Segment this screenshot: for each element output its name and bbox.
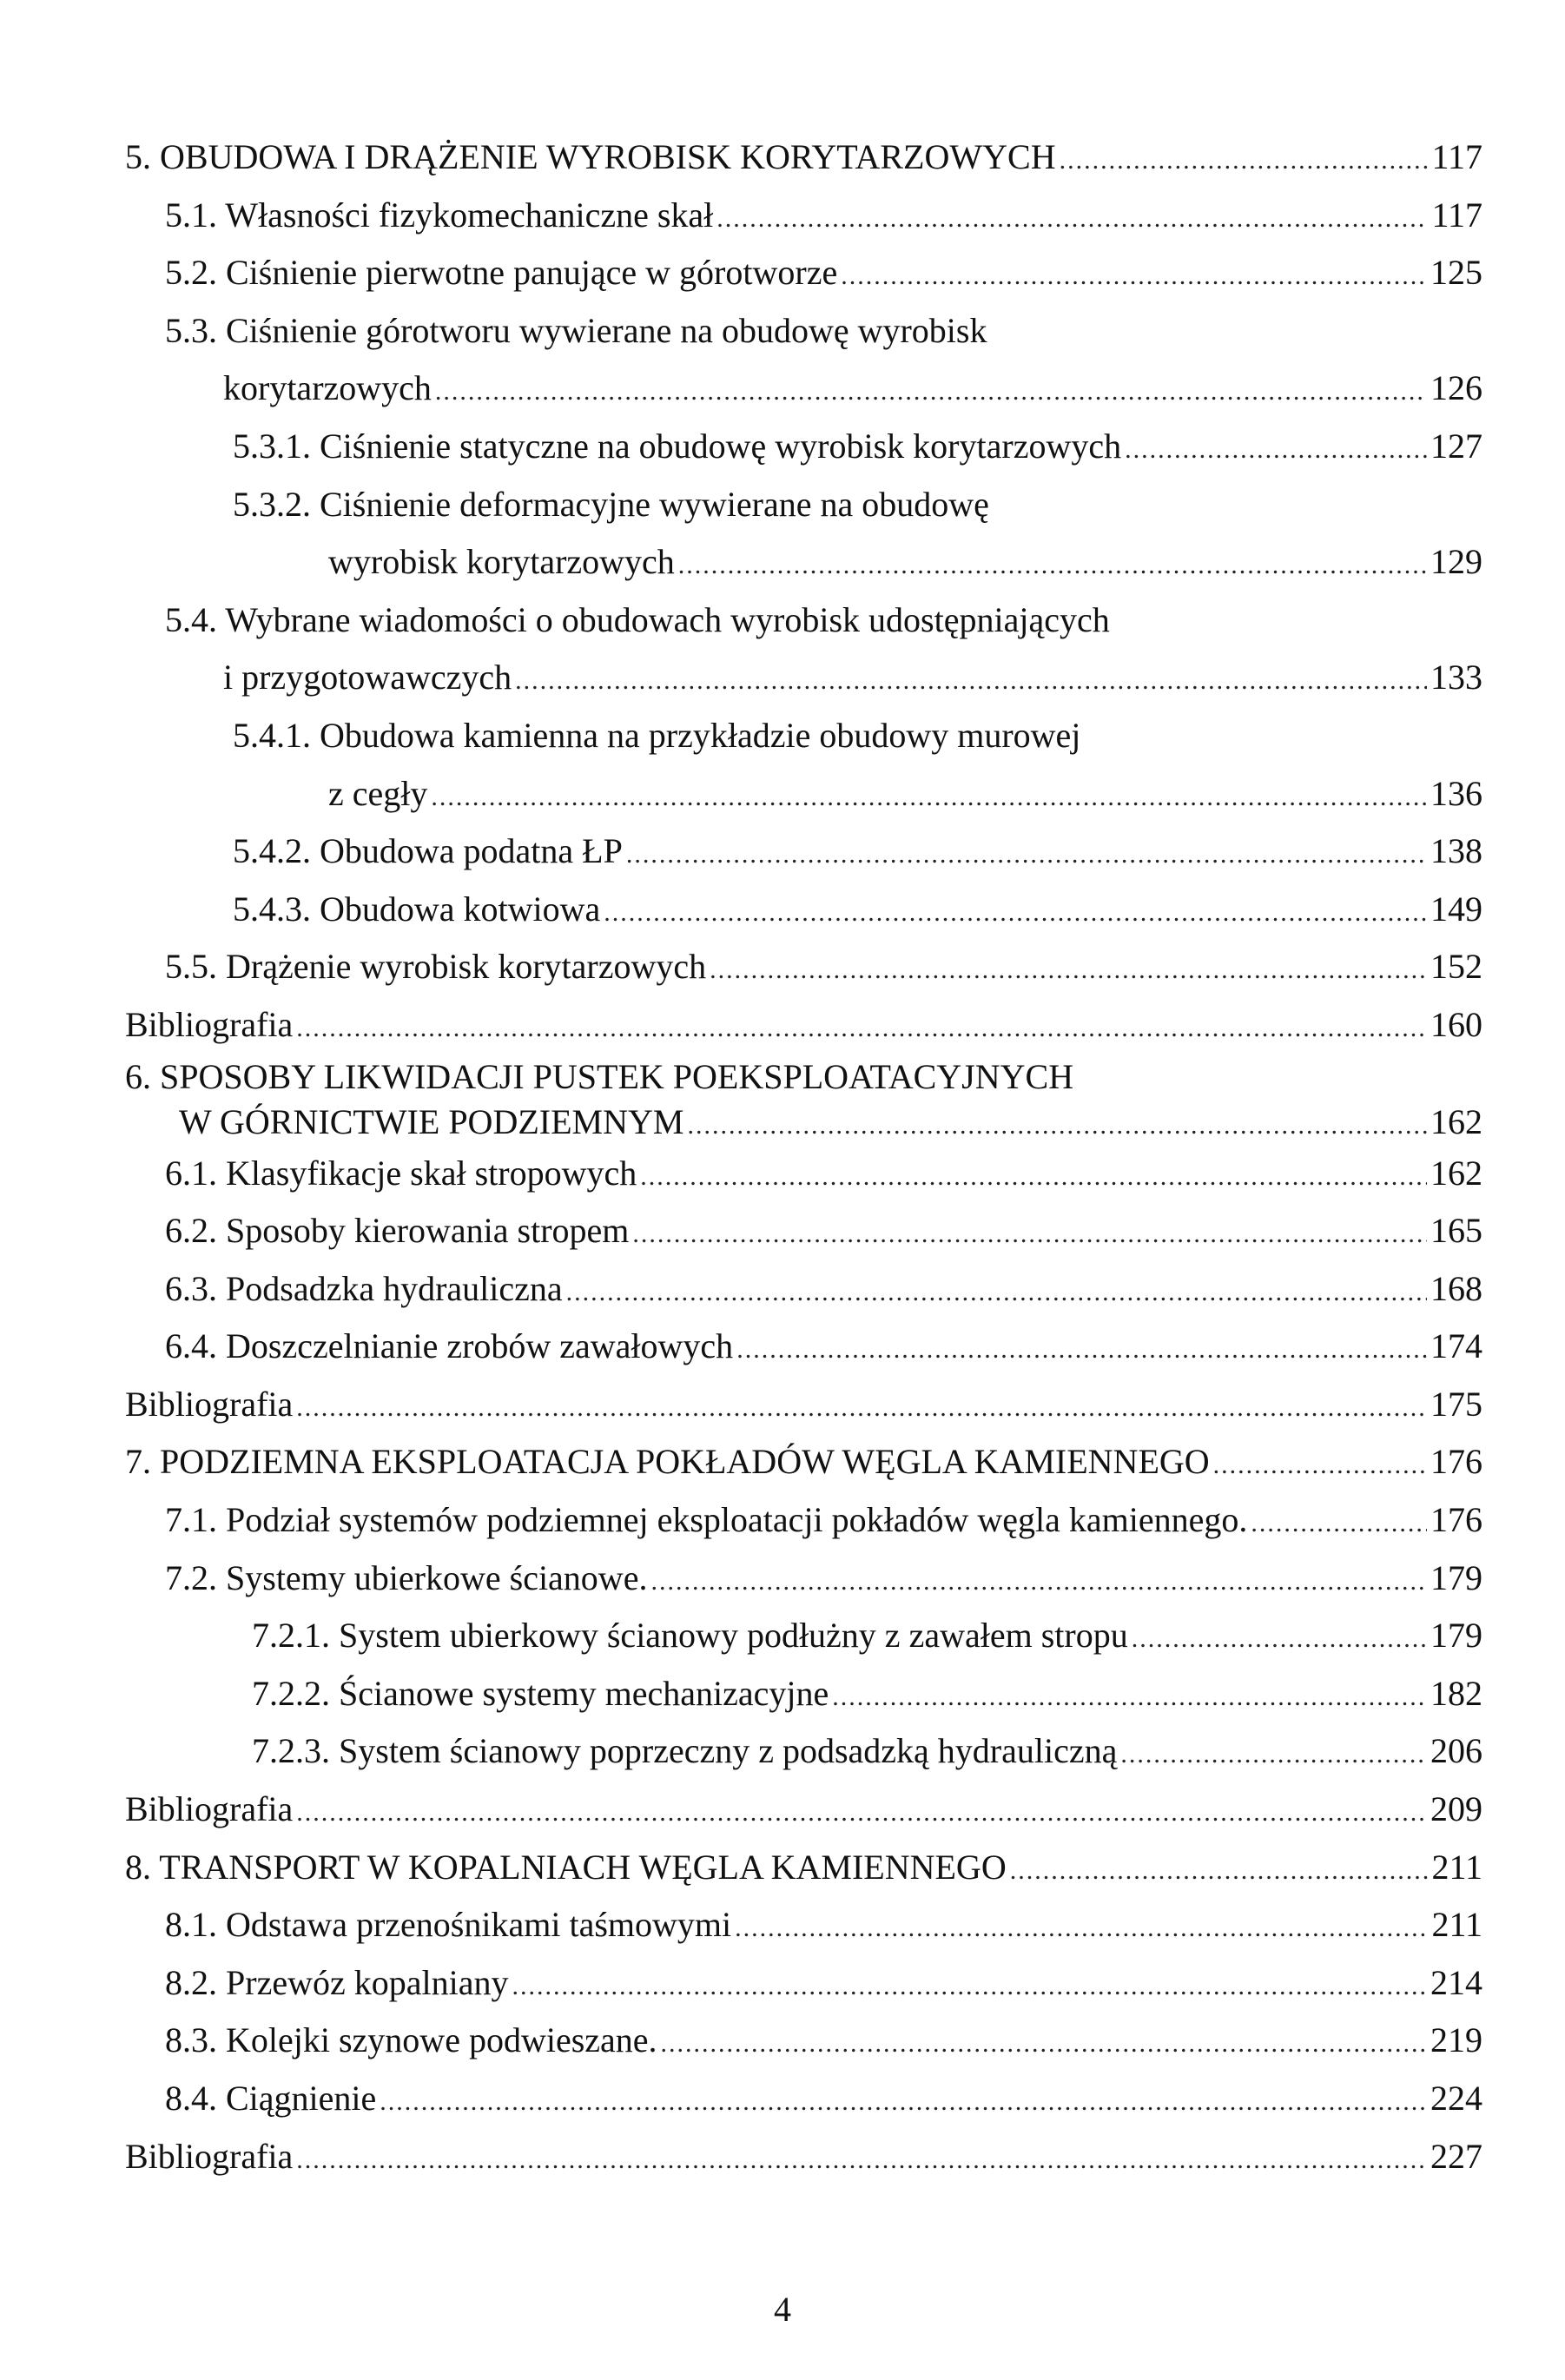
toc-entry-page: 165 bbox=[1430, 1211, 1482, 1251]
dot-leader bbox=[735, 1896, 1428, 1958]
toc-entry-title: 5.3.2. Ciśnienie deformacyjne wywierane na obudowę bbox=[233, 484, 989, 524]
dot-leader bbox=[512, 1954, 1427, 2016]
toc-entry-title: 7.2. Systemy ubierkowe ścianowe. bbox=[165, 1557, 648, 1597]
dot-leader bbox=[515, 649, 1427, 711]
toc-entry bbox=[0, 1781, 1565, 1839]
toc-entry-title: wyrobisk korytarzowych bbox=[328, 542, 675, 582]
toc-entry-page: 152 bbox=[1430, 947, 1482, 987]
toc-entry-page: 179 bbox=[1430, 1616, 1482, 1656]
dot-leader bbox=[687, 1100, 1427, 1148]
toc-entry-title: 5.4.1. Obudowa kamienna na przykładzie obudowy murowej bbox=[233, 715, 1081, 755]
toc-entry-page: 136 bbox=[1430, 773, 1482, 813]
toc-entry-title: korytarzowych bbox=[223, 368, 432, 408]
toc-entry bbox=[0, 938, 1565, 996]
toc-entry-title: 6.4. Doszczelnianie zrobów zawałowych bbox=[165, 1326, 734, 1366]
toc-entry-page: 129 bbox=[1430, 542, 1482, 582]
toc-entry-page: 138 bbox=[1430, 831, 1482, 871]
toc-entry-page: 168 bbox=[1430, 1268, 1482, 1308]
toc-entry bbox=[0, 707, 1565, 765]
toc-entry bbox=[0, 1839, 1565, 1897]
toc-entry bbox=[0, 1318, 1565, 1376]
toc-entry-page: 162 bbox=[1430, 1101, 1482, 1141]
toc-entry-page: 133 bbox=[1430, 658, 1482, 697]
dot-leader bbox=[736, 1318, 1427, 1379]
toc-entry-title: W GÓRNICTWIE PODZIEMNYM bbox=[179, 1101, 684, 1141]
dot-leader bbox=[1251, 1491, 1427, 1553]
toc-entry bbox=[0, 1954, 1565, 2013]
toc-entry bbox=[0, 592, 1565, 650]
toc-entry bbox=[0, 1202, 1565, 1260]
dot-leader bbox=[1120, 1722, 1427, 1784]
toc-entry-title: Bibliografia bbox=[125, 1384, 294, 1424]
toc-entry-page: 162 bbox=[1430, 1153, 1482, 1193]
toc-entry-title: Bibliografia bbox=[125, 1004, 294, 1044]
dot-leader bbox=[1213, 1433, 1427, 1495]
toc-entry-page: 117 bbox=[1431, 195, 1482, 235]
toc-entry bbox=[0, 1665, 1565, 1723]
toc-entry bbox=[0, 1054, 1565, 1100]
dot-leader bbox=[650, 1550, 1427, 1611]
dot-leader bbox=[431, 765, 1427, 827]
toc-entry-title: 7.2.3. System ścianowy poprzeczny z podsadzką hydrauliczną bbox=[252, 1731, 1118, 1771]
toc-entry-page: 127 bbox=[1430, 426, 1482, 466]
toc-entry bbox=[0, 1550, 1565, 1608]
dot-leader bbox=[1010, 1839, 1429, 1901]
dot-leader bbox=[1125, 418, 1427, 479]
dot-leader bbox=[710, 938, 1427, 1000]
toc-entry-page: 211 bbox=[1431, 1847, 1482, 1887]
dot-leader bbox=[296, 1781, 1427, 1842]
dot-leader bbox=[296, 996, 1427, 1058]
dot-leader bbox=[435, 360, 1427, 421]
dot-leader bbox=[380, 2070, 1427, 2132]
toc-entry-title: 5.5. Drążenie wyrobisk korytarzowych bbox=[165, 947, 707, 987]
dot-leader bbox=[626, 823, 1427, 884]
toc-entry bbox=[0, 2012, 1565, 2070]
toc-entry-title: i przygotowawczych bbox=[223, 658, 512, 697]
toc-entry-title: 7. PODZIEMNA EKSPLOATACJA POKŁADÓW WĘGLA KAMIENNEGO bbox=[125, 1442, 1210, 1482]
dot-leader bbox=[640, 1145, 1427, 1207]
dot-leader bbox=[604, 881, 1427, 942]
toc-entry bbox=[0, 2070, 1565, 2128]
dot-leader bbox=[296, 2128, 1427, 2190]
toc-entry bbox=[0, 1491, 1565, 1550]
toc-entry-page: 175 bbox=[1430, 1384, 1482, 1424]
dot-leader bbox=[296, 1376, 1427, 1438]
dot-leader bbox=[832, 1665, 1427, 1727]
toc-entry bbox=[0, 418, 1565, 476]
toc-entry-title: z cegły bbox=[328, 773, 428, 813]
dot-leader bbox=[841, 244, 1427, 306]
toc-entry-page: 176 bbox=[1430, 1500, 1482, 1540]
toc-entry-page: 219 bbox=[1430, 2020, 1482, 2060]
dot-leader bbox=[678, 533, 1427, 595]
toc-entry bbox=[0, 649, 1565, 707]
toc-entry-title: 7.1. Podział systemów podziemnej eksploatacji pokładów węgla kamiennego. bbox=[165, 1500, 1248, 1540]
toc-entry-title: 5.1. Własności fizykomechaniczne skał bbox=[165, 195, 714, 235]
dot-leader bbox=[1132, 1607, 1427, 1669]
toc-entry-page: 176 bbox=[1430, 1442, 1482, 1482]
toc-entry-title: 5. OBUDOWA I DRĄŻENIE WYROBISK KORYTARZOWYCH bbox=[125, 137, 1056, 176]
toc-entry-title: 8.4. Ciągnienie bbox=[165, 2079, 377, 2118]
toc-entry-page: 126 bbox=[1430, 368, 1482, 408]
toc-entry bbox=[0, 533, 1565, 592]
toc-entry-title: 5.3. Ciśnienie górotworu wywierane na obudowę wyrobisk bbox=[165, 310, 987, 350]
toc-entry-page: 174 bbox=[1430, 1326, 1482, 1366]
toc-entry-title: 5.4. Wybrane wiadomości o obudowach wyrobisk udostępniających bbox=[165, 599, 1110, 639]
toc-entry-title: 6.1. Klasyfikacje skał stropowych bbox=[165, 1153, 637, 1193]
toc-entry bbox=[0, 823, 1565, 881]
toc-entry bbox=[0, 476, 1565, 534]
toc-entry bbox=[0, 881, 1565, 939]
toc-entry-page: 125 bbox=[1430, 253, 1482, 293]
page-number: 4 bbox=[774, 2290, 791, 2329]
toc-entry-page: 214 bbox=[1430, 1962, 1482, 2002]
toc-entry-title: Bibliografia bbox=[125, 2136, 294, 2176]
toc-entry-title: Bibliografia bbox=[125, 1789, 294, 1829]
toc-entry-page: 206 bbox=[1430, 1731, 1482, 1771]
toc-entry bbox=[0, 2128, 1565, 2186]
dot-leader bbox=[632, 1202, 1427, 1264]
toc-entry-page: 224 bbox=[1430, 2079, 1482, 2118]
toc-entry-page: 179 bbox=[1430, 1557, 1482, 1597]
toc-entry bbox=[0, 302, 1565, 360]
toc-entry-page: 182 bbox=[1430, 1673, 1482, 1713]
toc-entry-page: 160 bbox=[1430, 1004, 1482, 1044]
toc-entry-title: 5.4.2. Obudowa podatna ŁP bbox=[233, 831, 623, 871]
toc-entry-title: 5.4.3. Obudowa kotwiowa bbox=[233, 889, 601, 929]
toc-entry-page: 211 bbox=[1431, 1905, 1482, 1945]
toc-entry-title: 8. TRANSPORT W KOPALNIACH WĘGLA KAMIENNEGO bbox=[125, 1847, 1007, 1887]
dot-leader bbox=[566, 1260, 1427, 1322]
dot-leader bbox=[1060, 129, 1429, 190]
toc-entry bbox=[0, 1100, 1565, 1145]
toc-entry-page: 209 bbox=[1430, 1789, 1482, 1829]
toc-entry-title: 5.2. Ciśnienie pierwotne panujące w górotworze bbox=[165, 253, 838, 293]
toc-entry bbox=[0, 1896, 1565, 1954]
toc-entry bbox=[0, 244, 1565, 302]
dot-leader bbox=[716, 187, 1428, 248]
toc-entry-title: 7.2.1. System ubierkowy ścianowy podłużny z zawałem stropu bbox=[252, 1616, 1128, 1656]
toc-entry bbox=[0, 1260, 1565, 1319]
toc-entry-title: 6. SPOSOBY LIKWIDACJI PUSTEK POEKSPLOATACYJNYCH bbox=[125, 1056, 1074, 1096]
toc-entry bbox=[0, 996, 1565, 1054]
toc-entry-title: 6.3. Podsadzka hydrauliczna bbox=[165, 1268, 563, 1308]
toc-entry bbox=[0, 1607, 1565, 1665]
toc-entry bbox=[0, 1145, 1565, 1203]
toc-entry-title: 8.3. Kolejki szynowe podwieszane. bbox=[165, 2020, 657, 2060]
toc-entry-title: 6.2. Sposoby kierowania stropem bbox=[165, 1211, 630, 1251]
toc-entry bbox=[0, 1722, 1565, 1781]
table-of-contents bbox=[0, 129, 1565, 2185]
toc-entry-title: 5.3.1. Ciśnienie statyczne na obudowę wyrobisk korytarzowych bbox=[233, 426, 1122, 466]
toc-entry bbox=[0, 129, 1565, 187]
toc-entry-title: 8.2. Przewóz kopalniany bbox=[165, 1962, 509, 2002]
toc-entry-title: 8.1. Odstawa przenośnikami taśmowymi bbox=[165, 1905, 732, 1945]
toc-entry bbox=[0, 360, 1565, 418]
toc-entry-page: 149 bbox=[1430, 889, 1482, 929]
toc-entry bbox=[0, 1433, 1565, 1491]
toc-entry-title: 7.2.2. Ścianowe systemy mechanizacyjne bbox=[252, 1673, 829, 1713]
toc-entry bbox=[0, 765, 1565, 823]
toc-entry bbox=[0, 187, 1565, 245]
toc-entry-page: 227 bbox=[1430, 2136, 1482, 2176]
toc-entry-page: 117 bbox=[1431, 137, 1482, 176]
toc-entry bbox=[0, 1376, 1565, 1434]
dot-leader bbox=[661, 2012, 1427, 2073]
